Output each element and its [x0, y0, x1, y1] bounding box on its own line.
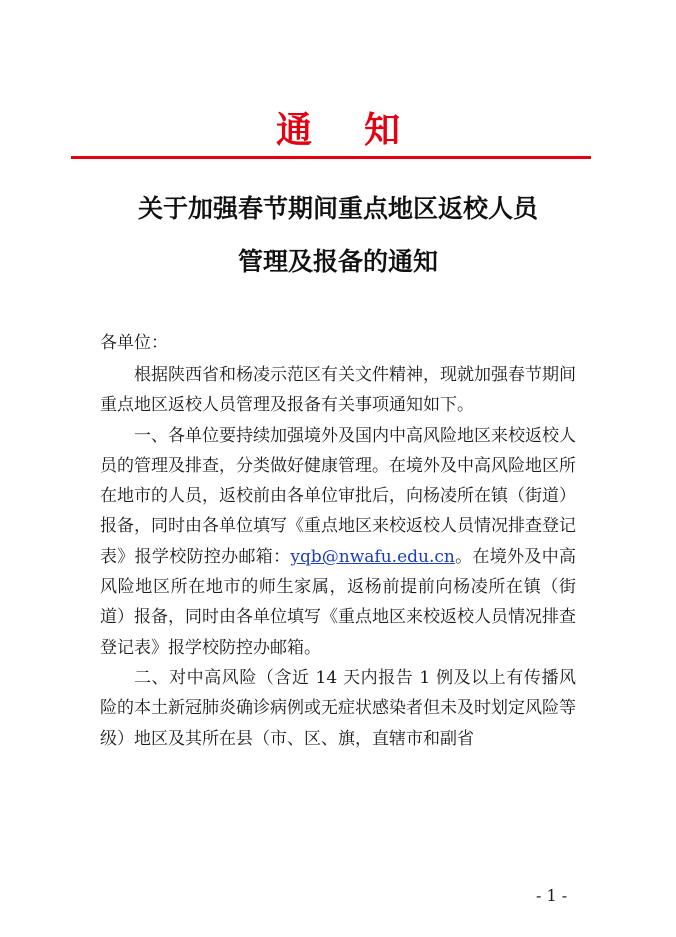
- email-link[interactable]: yqb@nwafu.edu.cn: [290, 546, 455, 567]
- paragraph-item-1: [100, 421, 576, 663]
- paragraph-item-2: 二、对中高风险（含近 14 天内报告 1 例及以上有传播风险的本土新冠肺炎确诊病例或无症状感染者但未及时划定风险等级）地区及其所在县（市、区、旗，直辖市和副省: [100, 667, 576, 749]
- paragraph-item-1-text-b: 。在境外及中高风险地区所在地市的师生家属，返杨前提前向杨凌所在镇（街道）报备，同时由各单位填写《重点地区来校返校人员情况排查登记表》报学校防控办邮箱。: [100, 546, 577, 658]
- paragraph-intro: 根据陕西省和杨凌示范区有关文件精神，现就加强春节期间重点地区返校人员管理及报备有关事项通知如下。: [100, 365, 576, 416]
- salutation: 各单位：: [100, 333, 168, 353]
- page-number: - 1 -: [536, 886, 568, 905]
- document-body: [100, 360, 576, 754]
- document-title-line-2: 管理及报备的通知: [237, 247, 438, 276]
- paragraph-item-1-text-a: 一、各单位要持续加强境外及国内中高风险地区来校返校人员的管理及排查，分类做好健康管理。在境外及中高风险地区所在地市的人员，返校前由各单位审批后，向杨凌所在镇（街道）报备，同时由各单位填写《重点地区来校返校人员情况排查登记表》报学校防控办邮箱：: [100, 425, 576, 567]
- document-title-line-1: 关于加强春节期间重点地区返校人员: [137, 194, 538, 223]
- header-red-rule: [71, 156, 591, 159]
- header-char-2: 知: [364, 109, 401, 151]
- document-header: [0, 108, 676, 152]
- header-char-1: 通: [275, 109, 312, 151]
